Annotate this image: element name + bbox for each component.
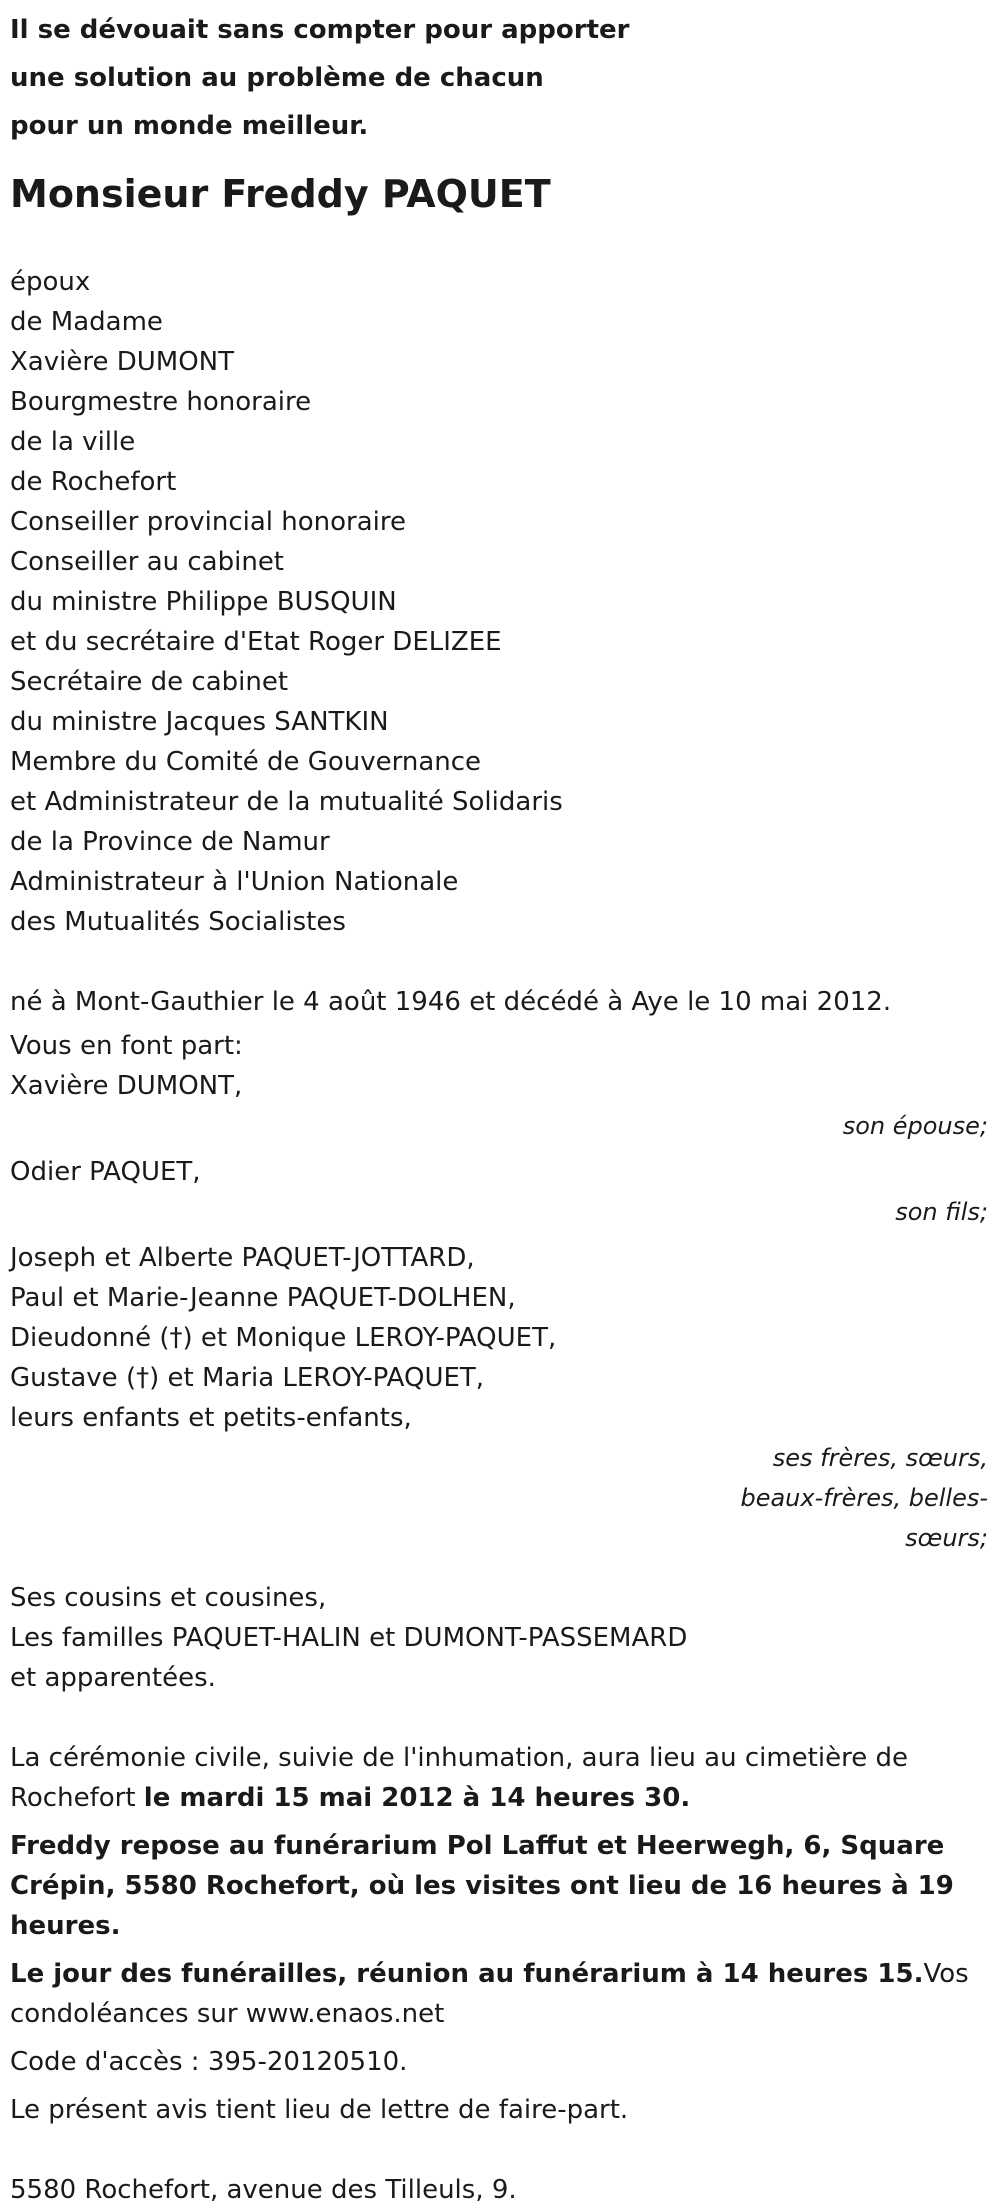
siblings-role-line: beaux-frères, belles- [740, 1484, 988, 1512]
access-code: Code d'accès : 395-20120510. [10, 2047, 408, 2077]
siblings-role-line: ses frères, sœurs, [772, 1444, 988, 1472]
intro-line: pour un monde meilleur. [10, 111, 369, 141]
title-line: Conseiller provincial honoraire [10, 507, 406, 537]
title-line: Membre du Comité de Gouvernance [10, 747, 482, 777]
spouse-role: son épouse; [842, 1112, 988, 1140]
funeral-day-info [10, 1954, 990, 2034]
title-line: de Rochefort [10, 467, 177, 497]
funeral-day-meeting: Le jour des funérailles, réunion au funérarium à 14 heures 15. [10, 1959, 924, 1989]
deceased-name: Monsieur Freddy PAQUET [10, 172, 551, 216]
son-name: Odier PAQUET, [10, 1157, 201, 1187]
title-line: époux [10, 267, 91, 297]
funerarium-info: Freddy repose au funérarium Pol Laffut et Heerwegh, 6, Square Crépin, 5580 Rochefort, où les visites ont lieu de 16 heures à 19 heures. [10, 1831, 954, 1941]
condolences-text: Vos condoléances sur www.enaos.net [10, 1959, 969, 2029]
title-line: Administrateur à l'Union Nationale [10, 867, 459, 897]
title-line: du ministre Philippe BUSQUIN [10, 587, 397, 617]
title-line: Xavière DUMONT [10, 347, 235, 377]
title-line: Conseiller au cabinet [10, 547, 285, 577]
others-line: et apparentées. [10, 1663, 216, 1693]
sibling-line: Gustave (†) et Maria LEROY-PAQUET, [10, 1363, 485, 1393]
family-son [10, 1152, 990, 1232]
intro-line: Il se dévouait sans compter pour apporter [10, 15, 630, 45]
intro-line: une solution au problème de chacun [10, 63, 544, 93]
title-line: Secrétaire de cabinet [10, 667, 289, 697]
ceremony-datetime: le mardi 15 mai 2012 à 14 heures 30. [143, 1783, 691, 1813]
son-role: son fils; [895, 1198, 988, 1226]
title-line: du ministre Jacques SANTKIN [10, 707, 389, 737]
intro-quote [10, 0, 990, 150]
title-line: et Administrateur de la mutualité Solidaris [10, 787, 563, 817]
notice-text: Le présent avis tient lieu de lettre de faire-part. [10, 2095, 629, 2125]
title-line: et du secrétaire d'Etat Roger DELIZEE [10, 627, 502, 657]
family-siblings [10, 1238, 990, 1558]
title-line: Bourgmestre honoraire [10, 387, 312, 417]
ceremony-text: La cérémonie civile, suivie de l'inhumation, aura lieu au cimetière de Rochefort [10, 1743, 908, 1813]
title-line: des Mutualités Socialistes [10, 907, 346, 937]
sibling-line: Joseph et Alberte PAQUET-JOTTARD, [10, 1243, 475, 1273]
others-line: Ses cousins et cousines, [10, 1583, 327, 1613]
sibling-line: Dieudonné (†) et Monique LEROY-PAQUET, [10, 1323, 557, 1353]
siblings-role-line: sœurs; [905, 1524, 988, 1552]
ceremony-info [10, 1738, 990, 1818]
announcement-intro: Vous en font part: [10, 1031, 243, 1061]
sibling-line: leurs enfants et petits-enfants, [10, 1403, 412, 1433]
family-address: 5580 Rochefort, avenue des Tilleuls, 9. [10, 2175, 517, 2205]
siblings-role [10, 1438, 988, 1558]
others-line: Les familles PAQUET-HALIN et DUMONT-PASSEMARD [10, 1623, 688, 1653]
titles-list [10, 262, 990, 942]
spouse-name: Xavière DUMONT, [10, 1071, 243, 1101]
birth-death-dates: né à Mont-Gauthier le 4 août 1946 et décédé à Aye le 10 mai 2012. [10, 987, 892, 1017]
family-others [10, 1578, 990, 1698]
title-line: de la Province de Namur [10, 827, 330, 857]
title-line: de Madame [10, 307, 163, 337]
sibling-line: Paul et Marie-Jeanne PAQUET-DOLHEN, [10, 1283, 516, 1313]
title-line: de la ville [10, 427, 136, 457]
family-spouse [10, 1066, 990, 1146]
